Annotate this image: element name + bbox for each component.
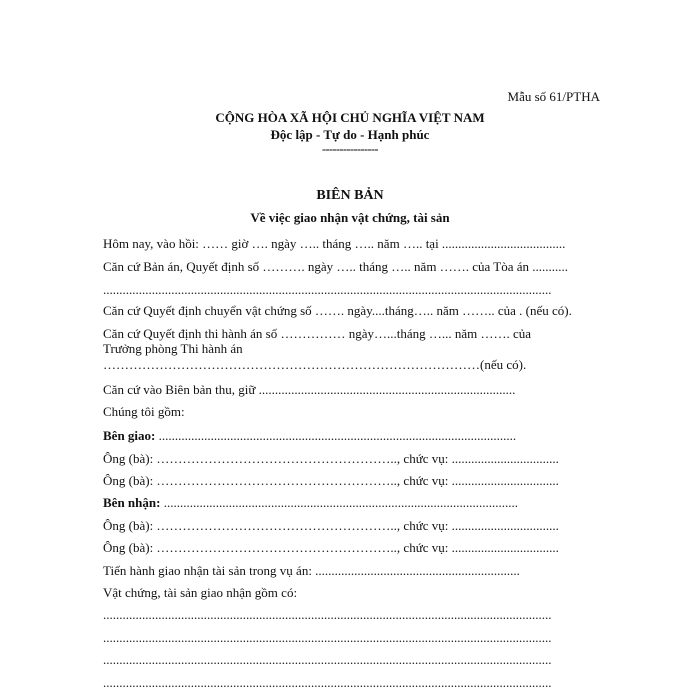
document-title: BIÊN BẢN (316, 188, 384, 203)
line-items-dotted-4: .......................................................................................................................................... (103, 675, 552, 690)
motto-underline: ---------------- (322, 142, 378, 156)
line-items-intro: Vật chứng, tài sản giao nhận gồm có: (103, 585, 298, 600)
line-receiving-party (103, 495, 600, 511)
line-dotted-blank: .......................................................................................................................................... (103, 282, 552, 297)
document-subtitle: Về việc giao nhận vật chứng, tài sản (250, 210, 450, 225)
line-judgment-basis: Căn cứ Bản án, Quyết định số ………. ngày ….. tháng ….. năm ……. của Tòa án ........... (103, 259, 568, 274)
line-date-location: Hôm nay, vào hồi: …… giờ …. ngày ….. tháng ….. năm ….. tại ...................................... (103, 236, 566, 251)
receiving-party-label: Bên nhận: (103, 495, 161, 510)
line-receiver-person-2: Ông (bà): ……………………………………………….., chức vụ: ................................. (103, 540, 559, 555)
form-number: Mẫu số 61/PTHA (507, 89, 600, 104)
national-motto: Độc lập - Tự do - Hạnh phúc (270, 127, 430, 142)
line-items-dotted-3: .......................................................................................................................................... (103, 652, 552, 667)
line-enforcement-decision: Căn cứ Quyết định thi hành án số …………… ngày…...tháng …... năm ……. của (103, 326, 532, 341)
line-items-dotted-1: .......................................................................................................................................... (103, 607, 552, 622)
line-handover-case: Tiến hành giao nhận tài sản trong vụ án: ............................................................... (103, 563, 520, 578)
line-giver-person-1: Ông (bà): ……………………………………………….., chức vụ: ................................. (103, 451, 559, 466)
line-items-dotted-2: .......................................................................................................................................... (103, 630, 552, 645)
line-giver-person-2: Ông (bà): ……………………………………………….., chức vụ: ................................. (103, 473, 559, 488)
line-we-include: Chúng tôi gồm: (103, 404, 185, 419)
receiving-party-fill: ............................................................................................................. (160, 495, 518, 510)
line-seizure-record: Căn cứ vào Biên bản thu, giữ ............................................................................... (103, 382, 516, 397)
national-title: CỘNG HÒA XÃ HỘI CHỦ NGHĨA VIỆT NAM (215, 110, 485, 125)
line-enforcement-head: Trưởng phòng Thi hành án (103, 341, 243, 356)
line-giving-party (103, 428, 600, 444)
line-receiver-person-1: Ông (bà): ……………………………………………….., chức vụ: ................................. (103, 518, 559, 533)
line-transfer-decision: Căn cứ Quyết định chuyển vật chứng số ……. ngày....tháng….. năm …….. của . (nếu có). (103, 303, 572, 318)
line-enforcement-dotted: ……………………………………………………………………………(nếu có). (103, 357, 527, 372)
giving-party-label: Bên giao: (103, 428, 156, 443)
giving-party-fill: .............................................................................................................. (155, 428, 517, 443)
